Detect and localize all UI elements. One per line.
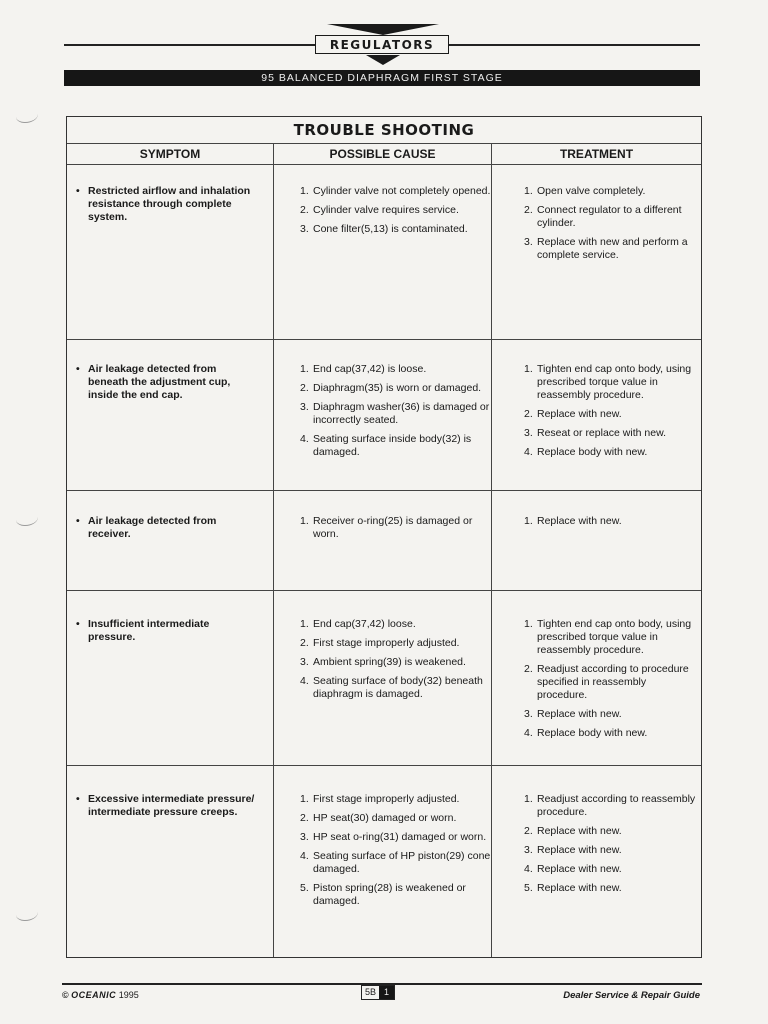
list-item: 3. Reseat or replace with new. — [524, 427, 666, 439]
list-item: 5. Replace with new. — [524, 882, 622, 894]
list-item: 1. Cylinder valve not completely opened. — [300, 185, 491, 197]
header-triangle-top — [327, 24, 439, 35]
list-item: 5. Piston spring(28) is weakened or damaged. — [300, 882, 466, 907]
binder-hole-mark — [16, 906, 38, 921]
list-item: 4. Seating surface of body(32) beneath diaphragm is damaged. — [300, 675, 483, 700]
section-subtitle-bar: 95 BALANCED DIAPHRAGM FIRST STAGE — [64, 70, 700, 86]
trouble-shooting-table — [66, 116, 702, 958]
table-divider — [67, 164, 701, 165]
list-item: 1. Open valve completely. — [524, 185, 646, 197]
treatment-list — [524, 515, 699, 534]
cause-list — [300, 515, 496, 547]
list-item: 3. Replace with new and perform a complete service. — [524, 236, 688, 261]
list-item: 1. Replace with new. — [524, 515, 622, 527]
symptom-cell: • Restricted airflow and inhalation resistance through complete system. — [76, 185, 251, 223]
list-item: 4. Replace body with new. — [524, 446, 648, 458]
list-item: 4. Seating surface inside body(32) is damaged. — [300, 433, 472, 458]
list-item: 4. Replace body with new. — [524, 727, 648, 739]
list-item: 4. Seating surface of HP piston(29) cone damaged. — [300, 850, 491, 875]
treatment-list — [524, 185, 699, 268]
row-divider — [67, 590, 701, 591]
page-number-box — [361, 985, 395, 1000]
list-item: 3. Ambient spring(39) is weakened. — [300, 656, 466, 668]
list-item: 1. End cap(37,42) loose. — [300, 618, 416, 630]
row-divider — [67, 339, 701, 340]
table-title: TROUBLE SHOOTING — [293, 121, 475, 139]
list-item: 3. Replace with new. — [524, 708, 622, 720]
row-divider — [67, 765, 701, 766]
list-item: 1. Tighten end cap onto body, using prescribed torque value in reassembly procedure. — [524, 618, 692, 656]
list-item: 2. Cylinder valve requires service. — [300, 204, 459, 216]
header-triangle-bottom — [366, 55, 400, 65]
list-item: 1. Readjust according to reassembly procedure. — [524, 793, 696, 818]
footer-copyright — [62, 990, 139, 1000]
column-header-cause: POSSIBLE CAUSE — [329, 147, 436, 161]
copyright-year: 1995 — [118, 990, 139, 1000]
symptom-cell: • Insufficient intermediate pressure. — [76, 618, 210, 643]
list-item: 2. Diaphragm(35) is worn or damaged. — [300, 382, 482, 394]
row-divider — [67, 490, 701, 491]
copyright-symbol: © — [62, 990, 69, 1000]
list-item: 1. First stage improperly adjusted. — [300, 793, 460, 805]
list-item: 2. HP seat(30) damaged or worn. — [300, 812, 457, 824]
list-item: 3. Diaphragm washer(36) is damaged or incorrectly seated. — [300, 401, 490, 426]
list-item: 3. Cone filter(5,13) is contaminated. — [300, 223, 468, 235]
treatment-list — [524, 363, 699, 465]
list-item: 1. Tighten end cap onto body, using prescribed torque value in reassembly procedure. — [524, 363, 692, 401]
list-item: 3. Replace with new. — [524, 844, 622, 856]
treatment-list — [524, 793, 699, 901]
cause-list — [300, 793, 496, 914]
cause-list — [300, 618, 496, 707]
list-item: 1. Receiver o-ring(25) is damaged or worn. — [300, 515, 473, 540]
column-header-treatment: TREATMENT — [559, 147, 634, 161]
symptom-cell: • Air leakage detected from beneath the adjustment cup, inside the end cap. — [76, 363, 231, 401]
symptom-cell: • Excessive intermediate pressure/ intermediate pressure creeps. — [76, 793, 255, 818]
binder-hole-mark — [16, 108, 38, 123]
list-item: 2. Connect regulator to a different cylinder. — [524, 204, 682, 229]
list-item: 3. HP seat o-ring(31) damaged or worn. — [300, 831, 487, 843]
cause-list — [300, 185, 496, 242]
brand-logo: OCEANIC — [71, 990, 117, 1000]
list-item: 2. Readjust according to procedure specified in reassembly procedure. — [524, 663, 689, 701]
list-item: 2. First stage improperly adjusted. — [300, 637, 460, 649]
footer-guide-title: Dealer Service & Repair Guide — [563, 990, 700, 1001]
list-item: 1. End cap(37,42) is loose. — [300, 363, 427, 375]
page-number: 1 — [379, 986, 394, 999]
list-item: 4. Replace with new. — [524, 863, 622, 875]
column-divider — [273, 143, 274, 957]
list-item: 2. Replace with new. — [524, 825, 622, 837]
section-title: REGULATORS — [315, 35, 449, 54]
column-header-symptom: SYMPTOM — [139, 147, 201, 161]
symptom-cell: • Air leakage detected from receiver. — [76, 515, 217, 540]
page-section: 5B — [362, 986, 379, 999]
cause-list — [300, 363, 496, 465]
list-item: 2. Replace with new. — [524, 408, 622, 420]
binder-hole-mark — [16, 511, 38, 526]
treatment-list — [524, 618, 699, 746]
